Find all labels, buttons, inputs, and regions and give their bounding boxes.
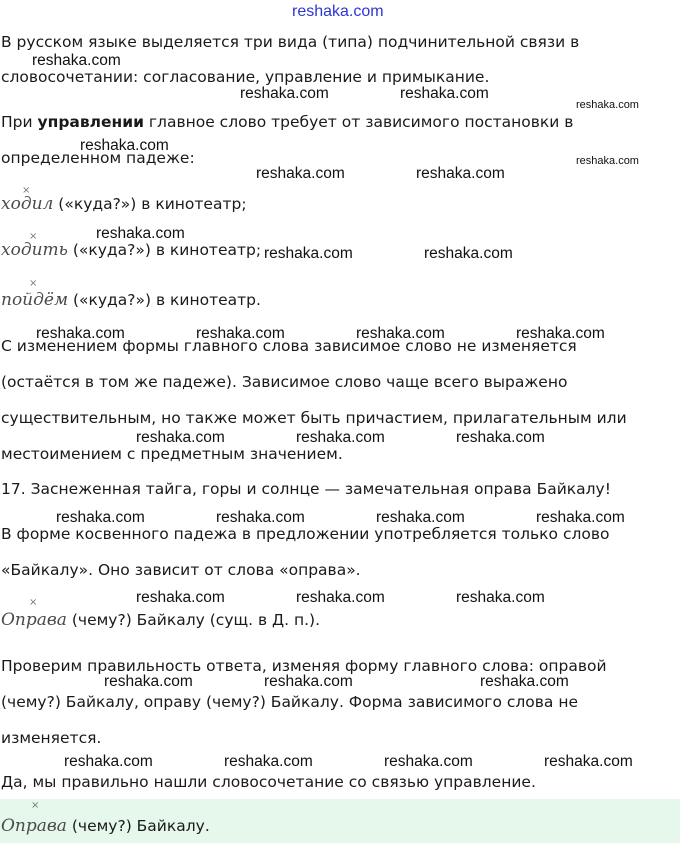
text-line: изменяется. xyxy=(1,729,102,747)
example-line: ходил («куда?») в кинотеатр; xyxy=(1,194,247,214)
example-line: Оправа (чему?) Байкалу (сущ. в Д. п.). xyxy=(1,610,321,630)
watermark: reshaka.com xyxy=(296,589,385,606)
watermark: reshaka.com xyxy=(456,589,545,606)
text-line: существительным, но также может быть причастием, прилагательным или xyxy=(1,409,627,427)
watermark: reshaka.com xyxy=(264,673,353,690)
watermark: reshaka.com xyxy=(96,225,185,242)
text-line: Проверим правильность ответа, изменяя форму главного слова: оправой xyxy=(1,657,607,675)
watermark: reshaka.com xyxy=(136,589,225,606)
watermark: reshaka.com xyxy=(576,155,639,167)
main-word-mark: × xyxy=(31,800,40,811)
watermark: reshaka.com xyxy=(240,85,329,102)
watermark: reshaka.com xyxy=(216,509,305,526)
handwritten-word: Оправа xyxy=(1,816,67,836)
text-line: «Байкалу». Оно зависит от слова «оправа». xyxy=(1,561,361,579)
watermark: reshaka.com xyxy=(196,325,285,342)
text-line: (остаётся в том же падеже). Зависимое слово чаще всего выражено xyxy=(1,373,568,391)
watermark: reshaka.com xyxy=(416,165,505,182)
handwritten-word: ходить xyxy=(1,240,68,260)
watermark: reshaka.com xyxy=(544,753,633,770)
watermark: reshaka.com xyxy=(424,245,513,262)
text-line: 17. Заснеженная тайга, горы и солнце — замечательная оправа Байкалу! xyxy=(1,480,611,498)
text-line: В русском языке выделяется три вида (типа) подчинительной связи в xyxy=(1,33,580,51)
watermark: reshaka.com xyxy=(36,325,125,342)
watermark: reshaka.com xyxy=(264,245,353,262)
main-word-mark: × xyxy=(22,185,31,196)
main-word-mark: × xyxy=(29,597,38,608)
text-line: При управлении главное слово требует от зависимого постановки в xyxy=(1,113,574,131)
example-line: ходить («куда?») в кинотеатр; xyxy=(1,240,262,260)
bold-term: управлении xyxy=(37,113,144,131)
watermark: reshaka.com xyxy=(400,85,489,102)
main-word-mark: × xyxy=(29,231,38,242)
watermark: reshaka.com xyxy=(480,673,569,690)
text-line: словосочетании: согласование, управление и примыкание. xyxy=(1,68,490,86)
watermark: reshaka.com xyxy=(356,325,445,342)
watermark: reshaka.com xyxy=(256,165,345,182)
watermark: reshaka.com xyxy=(456,429,545,446)
text-line: В форме косвенного падежа в предложении употребляется только слово xyxy=(1,525,610,543)
watermark: reshaka.com xyxy=(80,137,169,154)
watermark: reshaka.com xyxy=(224,753,313,770)
watermark: reshaka.com xyxy=(64,753,153,770)
watermark: reshaka.com xyxy=(384,753,473,770)
text-line: (чему?) Байкалу, оправу (чему?) Байкалу. Форма зависимого слова не xyxy=(1,693,579,711)
text-line: определенном падеже: xyxy=(1,149,195,167)
watermark: reshaka.com xyxy=(56,509,145,526)
watermark: reshaka.com xyxy=(576,99,639,111)
text-line: С изменением формы главного слова зависимое слово не изменяется xyxy=(1,337,577,355)
handwritten-word: пойдём xyxy=(1,290,69,310)
watermark: reshaka.com xyxy=(376,509,465,526)
watermark: reshaka.com xyxy=(516,325,605,342)
site-watermark: reshaka.com xyxy=(292,3,384,20)
text-line: местоимением с предметным значением. xyxy=(1,445,343,463)
text-line: Да, мы правильно нашли словосочетание со связью управление. xyxy=(1,773,536,791)
answer-line: Оправа (чему?) Байкалу. xyxy=(1,816,210,836)
handwritten-word: ходил xyxy=(1,194,54,214)
watermark: reshaka.com xyxy=(104,673,193,690)
watermark: reshaka.com xyxy=(296,429,385,446)
watermark: reshaka.com xyxy=(136,429,225,446)
handwritten-word: Оправа xyxy=(1,610,67,630)
watermark: reshaka.com xyxy=(536,509,625,526)
watermark: reshaka.com xyxy=(32,52,121,69)
example-line: пойдём («куда?») в кинотеатр. xyxy=(1,290,261,310)
main-word-mark: × xyxy=(29,278,38,289)
